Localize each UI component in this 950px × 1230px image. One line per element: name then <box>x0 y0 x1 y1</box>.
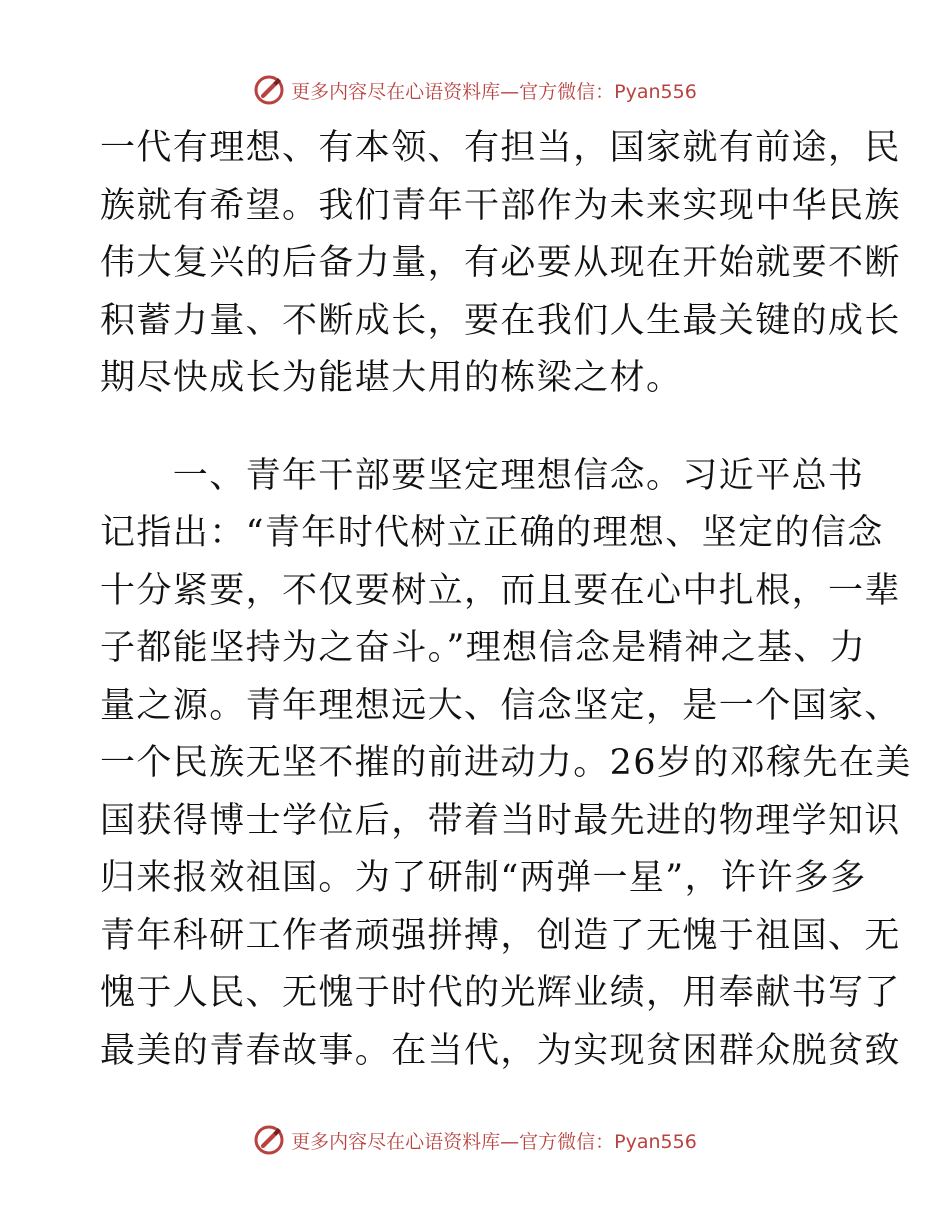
text-line: 一、青年干部要坚定理想信念。习近平总书 <box>100 455 865 496</box>
document-body <box>100 120 912 1080</box>
text-line: 归来报效祖国。为了研制“两弹一星”，许许多多 <box>100 858 867 898</box>
text-line: 一个民族无坚不摧的前进动力。26岁的邓稼先在美 <box>100 743 912 783</box>
watermark-text: 更多内容尽在心语资料库—官方微信：Pyan556 <box>291 80 697 103</box>
text-line: 量之源。青年理想远大、信念坚定，是一个国家、 <box>100 685 901 726</box>
text-line: 国获得博士学位后，带着当时最先进的物理学知识 <box>100 800 901 841</box>
text-line: 最美的青春故事。在当代，为实现贫困群众脱贫致 <box>100 1030 901 1071</box>
text-line: 族就有希望。我们青年干部作为未来实现中华民族 <box>100 185 901 226</box>
paragraph-spacer <box>100 408 850 448</box>
header-watermark <box>0 70 950 110</box>
text-line: 积蓄力量、不断成长，要在我们人生最关键的成长 <box>100 300 901 341</box>
text-line: 期尽快成长为能堪大用的栋梁之材。 <box>100 358 683 398</box>
text-line: 青年科研工作者顽强拼搏，创造了无愧于祖国、无 <box>100 915 901 956</box>
watermark-logo-icon <box>253 1124 285 1156</box>
paragraph-2 <box>100 448 912 1081</box>
paragraph-1 <box>100 120 901 408</box>
text-line: 愧于人民、无愧于时代的光辉业绩，用奉献书写了 <box>100 973 901 1013</box>
text-line: 一代有理想、有本领、有担当，国家就有前途，民 <box>100 128 901 168</box>
text-line: 十分紧要，不仅要树立，而且要在心中扎根，一辈 <box>100 570 901 611</box>
text-line: 伟大复兴的后备力量，有必要从现在开始就要不断 <box>100 243 901 283</box>
text-line: 子都能坚持为之奋斗。”理想信念是精神之基、力 <box>100 628 867 668</box>
footer-watermark <box>0 1120 950 1160</box>
text-line: 记指出：“青年时代树立正确的理想、坚定的信念 <box>100 513 884 553</box>
watermark-text: 更多内容尽在心语资料库—官方微信：Pyan556 <box>291 1130 697 1153</box>
watermark-logo-icon <box>253 74 285 106</box>
